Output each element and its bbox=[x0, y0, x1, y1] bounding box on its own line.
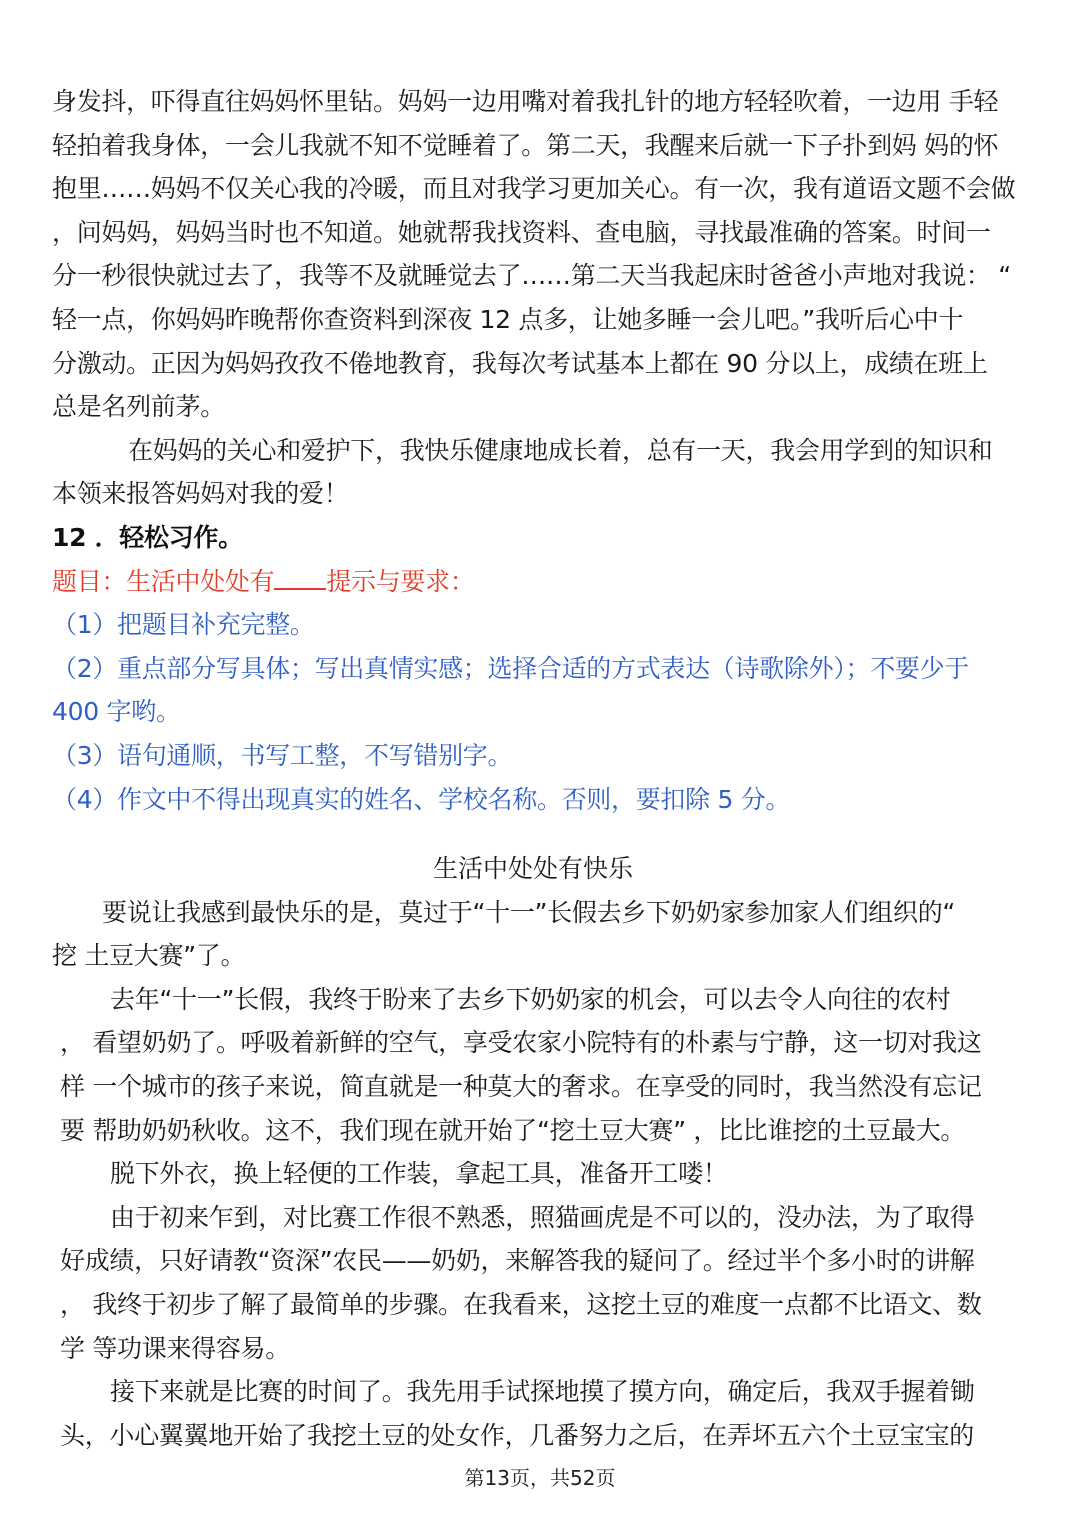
text-line: 由于初来乍到，对比赛工作很不熟悉，照猫画虎是不可以的，没办法，为了取得 bbox=[110, 1202, 975, 1232]
paragraph-top bbox=[52, 80, 1030, 429]
text-line: 本领来报答妈妈对我的爱！ bbox=[52, 479, 349, 509]
text-line: 总是名列前茅。 bbox=[52, 392, 225, 422]
text-line: 要 帮助奶奶秋收。这不，我们现在就开始了“挖土豆大赛” ，比比谁挖的土豆最大。 bbox=[60, 1115, 966, 1145]
essay-body bbox=[52, 891, 1030, 1458]
text-line: 样 一个城市的孩子来说，简直就是一种莫大的奢求。在享受的同时，我当然没有忘记 bbox=[60, 1072, 982, 1102]
text-line: 抱里……妈妈不仅关心我的冷暖，而且对我学习更加关心。有一次，我有道语文题不会做 bbox=[52, 174, 1016, 204]
requirement-item: （2）重点部分写具体；写出真情实感；选择合适的方式表达（诗歌除外）；不要少于 bbox=[52, 653, 970, 683]
text-line: 挖 土豆大赛”了。 bbox=[52, 941, 246, 971]
text-line: 脱下外衣，换上轻便的工作装，拿起工具，准备开工喽！ bbox=[110, 1159, 728, 1189]
requirements-list bbox=[52, 603, 1030, 821]
requirement-item: （3）语句通顺，书写工整，不写错别字。 bbox=[52, 740, 513, 770]
text-line: 分激动。正因为妈妈孜孜不倦地教育，我每次考试基本上都在 90 分以上，成绩在班上 bbox=[52, 348, 988, 378]
text-line: 身发抖，吓得直往妈妈怀里钻。妈妈一边用嘴对着我扎针的地方轻轻吹着，一边用 手轻 bbox=[52, 87, 999, 116]
requirement-item: （4）作文中不得出现真实的姓名、学校名称。否则，要扣除 5 分。 bbox=[52, 784, 791, 814]
text-line: 好成绩，只好请教“资深”农民——奶奶，来解答我的疑问了。经过半个多小时的讲解 bbox=[60, 1246, 975, 1276]
text-line: 接下来就是比赛的时间了。我先用手试探地摸了摸方向，确定后，我双手握着锄 bbox=[110, 1377, 975, 1407]
requirement-item: （1）把题目补充完整。 bbox=[52, 610, 315, 640]
prompt-text-before: 题目：生活中处处有 bbox=[52, 566, 275, 596]
text-line: 轻拍着我身体，一会儿我就不知不觉睡着了。第二天，我醒来后就一下子扑到妈 妈的怀 bbox=[52, 130, 999, 160]
text-line: ，问妈妈，妈妈当时也不知道。她就帮我找资料、查电脑，寻找最准确的答案。时间一 bbox=[52, 217, 991, 247]
requirement-item: 400 字哟。 bbox=[52, 697, 181, 727]
text-line: 去年“十一”长假，我终于盼来了去乡下奶奶家的机会，可以去令人向往的农村 bbox=[110, 984, 951, 1014]
prompt-text-after: 提示与要求： bbox=[326, 566, 475, 596]
text-line: ， 我终于初步了解了最简单的步骤。在我看来，这挖土豆的难度一点都不比语文、数 bbox=[60, 1290, 982, 1320]
fill-in-blank bbox=[274, 568, 326, 590]
text-line: 头，小心翼翼地开始了我挖土豆的处女作，几番努力之后，在弄坏五六个土豆宝宝的 bbox=[60, 1420, 974, 1450]
writing-prompt bbox=[52, 560, 1030, 604]
text-line: 要说让我感到最快乐的是，莫过于“十一”长假去乡下奶奶家参加家人们组织的“ bbox=[102, 897, 956, 927]
text-line: 学 等功课来得容易。 bbox=[60, 1333, 290, 1363]
paragraph-ending bbox=[52, 429, 1030, 516]
text-line: 在妈妈的关心和爱护下，我快乐健康地成长着，总有一天，我会用学到的知识和 bbox=[128, 435, 993, 465]
page-footer: 第13页，共52页 bbox=[464, 1466, 616, 1490]
section-heading: 12 ．轻松习作。 bbox=[52, 522, 243, 552]
text-line: 轻一点，你妈妈昨晚帮你查资料到深夜 12 点多，让她多睡一会儿吧。”我听后心中十 bbox=[52, 304, 964, 334]
text-line: ， 看望奶奶了。呼吸着新鲜的空气，享受农家小院特有的朴素与宁静，这一切对我这 bbox=[60, 1028, 982, 1058]
text-line: 分一秒很快就过去了，我等不及就睡觉去了……第二天当我起床时爸爸小声地对我说： “ bbox=[52, 261, 1011, 291]
essay-title: 生活中处处有快乐 bbox=[432, 854, 633, 884]
spacer bbox=[52, 821, 1030, 847]
